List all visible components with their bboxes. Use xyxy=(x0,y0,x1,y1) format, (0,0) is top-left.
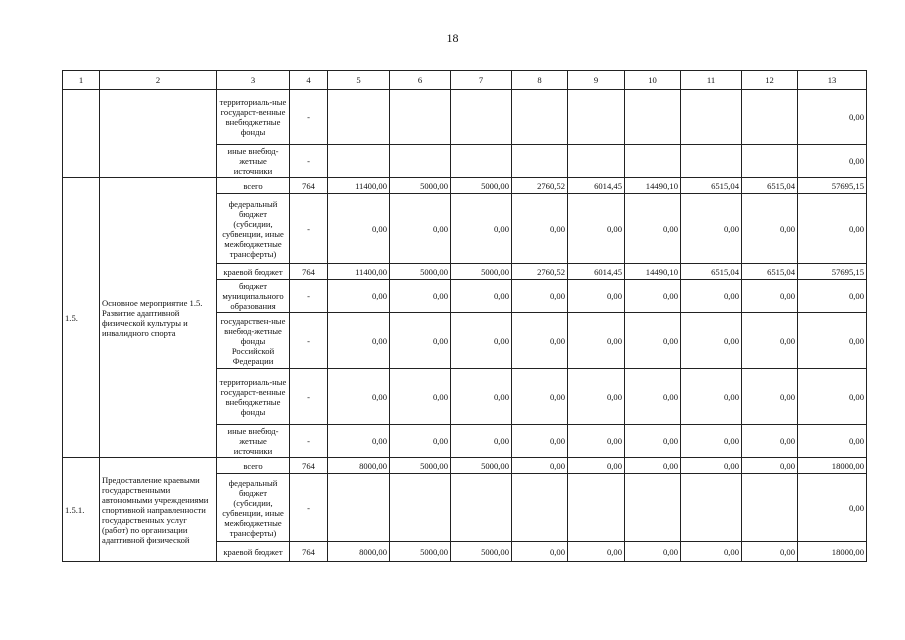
value-cell: 0,00 xyxy=(681,369,742,425)
value-cell: 0,00 xyxy=(328,313,390,369)
funding-source: всего xyxy=(217,458,290,474)
value-cell: 0,00 xyxy=(625,280,681,313)
code-cell: - xyxy=(290,90,328,145)
total-cell: 0,00 xyxy=(798,474,867,542)
funding-source: всего xyxy=(217,178,290,194)
value-cell xyxy=(625,90,681,145)
value-cell: 5000,00 xyxy=(451,458,512,474)
value-cell xyxy=(390,90,451,145)
value-cell: 0,00 xyxy=(390,425,451,458)
funding-source: территориаль-ные государст-венные внебюджетные фонды xyxy=(217,369,290,425)
value-cell: 0,00 xyxy=(568,194,625,264)
total-cell: 0,00 xyxy=(798,194,867,264)
value-cell xyxy=(328,145,390,178)
value-cell: 0,00 xyxy=(568,369,625,425)
code-cell: 764 xyxy=(290,458,328,474)
value-cell: 14490,10 xyxy=(625,264,681,280)
code-cell: - xyxy=(290,280,328,313)
item-number: 1.5.1. xyxy=(63,458,100,562)
value-cell: 5000,00 xyxy=(451,264,512,280)
funding-source: государствен-ные внебюд-жетные фонды Российской Федерации xyxy=(217,313,290,369)
value-cell: 6515,04 xyxy=(742,264,798,280)
code-cell: - xyxy=(290,474,328,542)
funding-source: иные внебюд-жетные источники xyxy=(217,425,290,458)
value-cell: 0,00 xyxy=(742,425,798,458)
item-number xyxy=(63,90,100,178)
item-name: Предоставление краевыми государственными автономными учреждениями спортивной направленности государственных услуг (работ) по организации адаптивной физической xyxy=(100,458,217,562)
column-header: 6 xyxy=(390,71,451,90)
value-cell xyxy=(625,474,681,542)
value-cell: 6014,45 xyxy=(568,178,625,194)
value-cell: 0,00 xyxy=(625,458,681,474)
column-header: 2 xyxy=(100,71,217,90)
value-cell: 0,00 xyxy=(512,194,568,264)
value-cell: 0,00 xyxy=(681,313,742,369)
value-cell: 2760,52 xyxy=(512,264,568,280)
column-header: 10 xyxy=(625,71,681,90)
funding-source: краевой бюджет xyxy=(217,542,290,562)
value-cell: 0,00 xyxy=(625,369,681,425)
total-cell: 0,00 xyxy=(798,425,867,458)
value-cell xyxy=(512,474,568,542)
value-cell: 5000,00 xyxy=(451,178,512,194)
value-cell: 6515,04 xyxy=(681,264,742,280)
funding-source: федеральный бюджет (субсидии, субвенции, иные межбюджетные трансферты) xyxy=(217,474,290,542)
value-cell xyxy=(512,145,568,178)
value-cell: 0,00 xyxy=(681,542,742,562)
value-cell xyxy=(512,90,568,145)
value-cell xyxy=(451,474,512,542)
header-row xyxy=(63,71,867,90)
total-cell: 0,00 xyxy=(798,90,867,145)
value-cell: 0,00 xyxy=(681,280,742,313)
column-header: 13 xyxy=(798,71,867,90)
value-cell: 0,00 xyxy=(681,425,742,458)
value-cell: 0,00 xyxy=(390,194,451,264)
budget-table xyxy=(62,70,867,562)
total-cell: 18000,00 xyxy=(798,542,867,562)
value-cell: 0,00 xyxy=(512,458,568,474)
value-cell: 11400,00 xyxy=(328,178,390,194)
value-cell: 5000,00 xyxy=(451,542,512,562)
value-cell: 0,00 xyxy=(568,425,625,458)
column-header: 11 xyxy=(681,71,742,90)
code-cell: - xyxy=(290,145,328,178)
funding-source: краевой бюджет xyxy=(217,264,290,280)
value-cell: 0,00 xyxy=(568,313,625,369)
total-cell: 57695,15 xyxy=(798,264,867,280)
value-cell xyxy=(390,474,451,542)
value-cell xyxy=(328,474,390,542)
value-cell: 0,00 xyxy=(742,313,798,369)
code-cell: - xyxy=(290,313,328,369)
value-cell: 5000,00 xyxy=(390,178,451,194)
code-cell: - xyxy=(290,194,328,264)
value-cell: 5000,00 xyxy=(390,264,451,280)
value-cell: 6515,04 xyxy=(681,178,742,194)
value-cell: 0,00 xyxy=(451,194,512,264)
column-header: 5 xyxy=(328,71,390,90)
value-cell: 0,00 xyxy=(390,369,451,425)
column-header: 7 xyxy=(451,71,512,90)
value-cell: 0,00 xyxy=(512,313,568,369)
code-cell: - xyxy=(290,369,328,425)
column-header: 9 xyxy=(568,71,625,90)
value-cell: 14490,10 xyxy=(625,178,681,194)
funding-source: иные внебюд-жетные источники xyxy=(217,145,290,178)
column-header: 8 xyxy=(512,71,568,90)
value-cell: 0,00 xyxy=(681,458,742,474)
value-cell: 0,00 xyxy=(512,425,568,458)
column-header: 4 xyxy=(290,71,328,90)
value-cell: 0,00 xyxy=(451,313,512,369)
value-cell: 0,00 xyxy=(625,313,681,369)
value-cell: 11400,00 xyxy=(328,264,390,280)
value-cell: 0,00 xyxy=(742,458,798,474)
page-number: 18 xyxy=(446,31,459,45)
value-cell xyxy=(568,90,625,145)
item-name: Основное мероприятие 1.5. Развитие адаптивной физической культуры и инвалидного спорта xyxy=(100,178,217,458)
value-cell: 0,00 xyxy=(512,542,568,562)
item-number: 1.5. xyxy=(63,178,100,458)
total-cell: 0,00 xyxy=(798,280,867,313)
code-cell: 764 xyxy=(290,542,328,562)
table-row xyxy=(63,90,867,145)
value-cell xyxy=(625,145,681,178)
value-cell xyxy=(742,90,798,145)
value-cell: 0,00 xyxy=(328,280,390,313)
value-cell: 0,00 xyxy=(512,280,568,313)
table-row xyxy=(63,178,867,194)
value-cell: 0,00 xyxy=(625,542,681,562)
value-cell: 6515,04 xyxy=(742,178,798,194)
column-header: 3 xyxy=(217,71,290,90)
table-row xyxy=(63,458,867,474)
total-cell: 0,00 xyxy=(798,369,867,425)
code-cell: 764 xyxy=(290,264,328,280)
value-cell: 5000,00 xyxy=(390,458,451,474)
value-cell: 0,00 xyxy=(742,194,798,264)
value-cell: 0,00 xyxy=(451,280,512,313)
total-cell: 0,00 xyxy=(798,313,867,369)
value-cell: 0,00 xyxy=(512,369,568,425)
funding-source: федеральный бюджет (субсидии, субвенции, иные межбюджетные трансферты) xyxy=(217,194,290,264)
value-cell: 5000,00 xyxy=(390,542,451,562)
value-cell xyxy=(328,90,390,145)
value-cell xyxy=(451,90,512,145)
value-cell: 0,00 xyxy=(390,280,451,313)
value-cell xyxy=(681,474,742,542)
value-cell xyxy=(742,145,798,178)
value-cell: 0,00 xyxy=(625,425,681,458)
column-header: 12 xyxy=(742,71,798,90)
value-cell: 0,00 xyxy=(328,194,390,264)
value-cell: 8000,00 xyxy=(328,458,390,474)
value-cell: 0,00 xyxy=(568,280,625,313)
total-cell: 57695,15 xyxy=(798,178,867,194)
value-cell xyxy=(390,145,451,178)
value-cell: 0,00 xyxy=(568,542,625,562)
value-cell xyxy=(568,474,625,542)
value-cell xyxy=(681,90,742,145)
funding-source: бюджет муниципального образования xyxy=(217,280,290,313)
value-cell xyxy=(568,145,625,178)
value-cell: 0,00 xyxy=(568,458,625,474)
value-cell: 0,00 xyxy=(742,542,798,562)
item-name xyxy=(100,90,217,178)
value-cell: 8000,00 xyxy=(328,542,390,562)
value-cell: 0,00 xyxy=(390,313,451,369)
value-cell: 0,00 xyxy=(451,369,512,425)
value-cell: 0,00 xyxy=(625,194,681,264)
value-cell: 0,00 xyxy=(328,369,390,425)
value-cell: 0,00 xyxy=(328,425,390,458)
funding-source: территориаль-ные государст-венные внебюджетные фонды xyxy=(217,90,290,145)
value-cell: 2760,52 xyxy=(512,178,568,194)
value-cell: 6014,45 xyxy=(568,264,625,280)
value-cell xyxy=(742,474,798,542)
value-cell: 0,00 xyxy=(742,280,798,313)
total-cell: 18000,00 xyxy=(798,458,867,474)
code-cell: - xyxy=(290,425,328,458)
total-cell: 0,00 xyxy=(798,145,867,178)
value-cell: 0,00 xyxy=(742,369,798,425)
value-cell: 0,00 xyxy=(681,194,742,264)
value-cell xyxy=(451,145,512,178)
value-cell: 0,00 xyxy=(451,425,512,458)
value-cell xyxy=(681,145,742,178)
code-cell: 764 xyxy=(290,178,328,194)
column-header: 1 xyxy=(63,71,100,90)
